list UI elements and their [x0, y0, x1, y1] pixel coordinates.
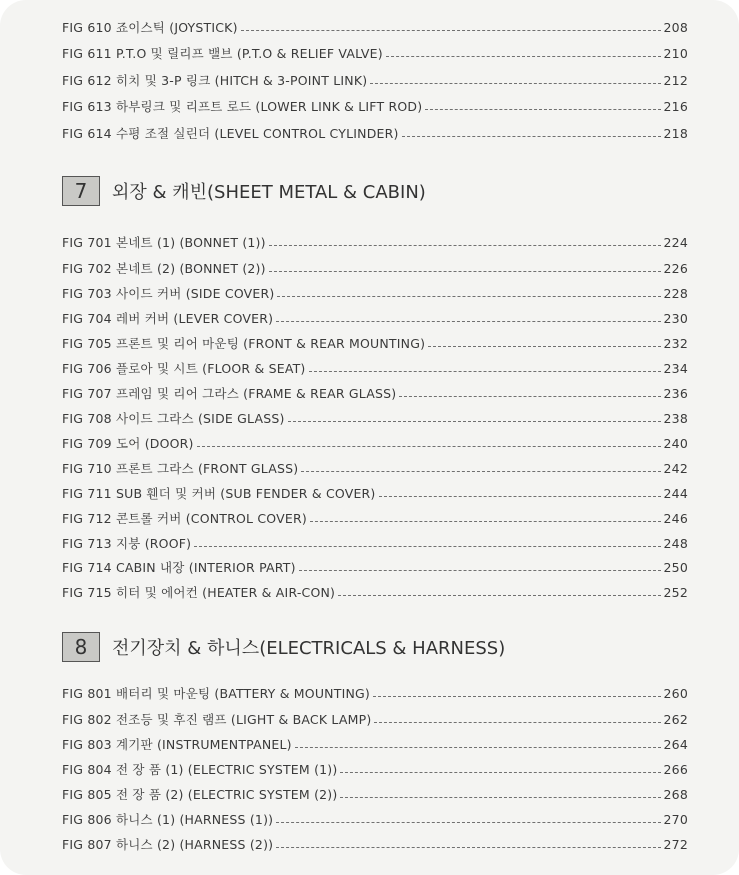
dot-leader	[402, 136, 661, 137]
entry-label: FIG 709 도어 (DOOR)	[62, 436, 194, 451]
section-title: 전기장치 & 하니스(ELECTRICALS & HARNESS)	[112, 638, 506, 659]
entry-label: FIG 712 콘트롤 커버 (CONTROL COVER)	[62, 511, 307, 526]
entry-page: 248	[663, 535, 688, 551]
dot-leader	[386, 56, 661, 57]
entry-label: FIG 611 P.T.O 및 릴리프 밸브 (P.T.O & RELIEF VALVE)	[62, 46, 383, 61]
entry-label: FIG 704 레버 커버 (LEVER COVER)	[62, 311, 274, 326]
dot-leader	[301, 471, 660, 472]
dot-leader	[309, 371, 661, 372]
dot-leader	[340, 772, 660, 773]
dot-leader	[379, 496, 661, 497]
dot-leader	[288, 421, 661, 422]
entry-label: FIG 613 하부링크 및 리프트 로드 (LOWER LINK & LIFT ROD)	[62, 99, 423, 114]
toc-entry[interactable]	[62, 784, 688, 804]
entry-page: 236	[663, 385, 688, 401]
toc-entry[interactable]	[62, 683, 688, 703]
dot-leader	[276, 321, 660, 322]
toc-entry[interactable]	[62, 483, 688, 503]
dot-leader	[276, 822, 660, 823]
entry-label: FIG 610 죠이스틱 (JOYSTICK)	[62, 20, 238, 35]
toc-entry[interactable]	[62, 70, 688, 90]
entry-page: 242	[663, 460, 688, 476]
toc-entry[interactable]	[62, 433, 688, 453]
toc-entry[interactable]	[62, 358, 688, 378]
entry-label: FIG 706 플로아 및 시트 (FLOOR & SEAT)	[62, 361, 306, 376]
entry-page: 262	[663, 711, 688, 727]
toc-entry[interactable]	[62, 533, 688, 553]
toc-entry[interactable]	[62, 283, 688, 303]
toc-entry[interactable]	[62, 333, 688, 353]
section-heading	[62, 631, 505, 663]
entry-page: 210	[663, 45, 688, 61]
section-heading	[62, 175, 426, 207]
dot-leader	[399, 396, 660, 397]
section-number-box: 8	[62, 632, 100, 662]
entry-label: FIG 708 사이드 그라스 (SIDE GLASS)	[62, 411, 285, 426]
toc-entry[interactable]	[62, 308, 688, 328]
dot-leader	[276, 847, 660, 848]
toc-entry[interactable]	[62, 508, 688, 528]
dot-leader	[277, 296, 660, 297]
entry-label: FIG 714 CABIN 내장 (INTERIOR PART)	[62, 560, 296, 575]
entry-label: FIG 701 본네트 (1) (BONNET (1))	[62, 235, 266, 250]
toc-entry[interactable]	[62, 232, 688, 252]
entry-label: FIG 614 수평 조절 실린더 (LEVEL CONTROL CYLINDER)	[62, 126, 399, 141]
entry-label: FIG 715 히터 및 에어컨 (HEATER & AIR-CON)	[62, 585, 336, 600]
toc-entry[interactable]	[62, 557, 688, 577]
entry-page: 228	[663, 285, 688, 301]
entry-page: 270	[663, 811, 688, 827]
dot-leader	[425, 109, 660, 110]
entry-page: 216	[663, 98, 688, 114]
toc-entry[interactable]	[62, 582, 688, 602]
entry-page: 266	[663, 761, 688, 777]
entry-label: FIG 804 전 장 품 (1) (ELECTRIC SYSTEM (1))	[62, 762, 338, 777]
entry-page: 212	[663, 72, 688, 88]
toc-entry[interactable]	[62, 43, 688, 63]
entry-page: 218	[663, 125, 688, 141]
entry-page: 250	[663, 559, 688, 575]
toc-entry[interactable]	[62, 96, 688, 116]
entry-page: 208	[663, 19, 688, 35]
section-number-box: 7	[62, 176, 100, 206]
entry-page: 240	[663, 435, 688, 451]
dot-leader	[373, 696, 661, 697]
toc-entry[interactable]	[62, 408, 688, 428]
dot-leader	[338, 595, 660, 596]
entry-page: 230	[663, 310, 688, 326]
entry-label: FIG 707 프레임 및 리어 그라스 (FRAME & REAR GLASS)	[62, 386, 397, 401]
toc-entry[interactable]	[62, 759, 688, 779]
entry-label: FIG 801 배터리 및 마운팅 (BATTERY & MOUNTING)	[62, 686, 370, 701]
entry-label: FIG 713 지붕 (ROOF)	[62, 536, 192, 551]
dot-leader	[340, 797, 660, 798]
entry-label: FIG 807 하니스 (2) (HARNESS (2))	[62, 837, 274, 852]
dot-leader	[299, 570, 661, 571]
dot-leader	[269, 271, 661, 272]
entry-label: FIG 702 본네트 (2) (BONNET (2))	[62, 261, 266, 276]
entry-label: FIG 806 하니스 (1) (HARNESS (1))	[62, 812, 274, 827]
toc-entry[interactable]	[62, 383, 688, 403]
dot-leader	[428, 346, 660, 347]
entry-label: FIG 805 전 장 품 (2) (ELECTRIC SYSTEM (2))	[62, 787, 338, 802]
dot-leader	[310, 521, 661, 522]
entry-page: 260	[663, 685, 688, 701]
toc-entry[interactable]	[62, 734, 688, 754]
entry-page: 234	[663, 360, 688, 376]
dot-leader	[295, 747, 661, 748]
entry-label: FIG 803 계기판 (INSTRUMENTPANEL)	[62, 737, 292, 752]
entry-page: 232	[663, 335, 688, 351]
dot-leader	[370, 83, 660, 84]
entry-page: 252	[663, 584, 688, 600]
entry-page: 238	[663, 410, 688, 426]
entry-label: FIG 710 프론트 그라스 (FRONT GLASS)	[62, 461, 299, 476]
entry-page: 244	[663, 485, 688, 501]
entry-label: FIG 802 전조등 및 후진 램프 (LIGHT & BACK LAMP)	[62, 712, 372, 727]
entry-label: FIG 711 SUB 휀더 및 커버 (SUB FENDER & COVER)	[62, 486, 376, 501]
toc-entry[interactable]	[62, 123, 688, 143]
entry-label: FIG 612 히치 및 3-P 링크 (HITCH & 3-POINT LINK)	[62, 73, 368, 88]
dot-leader	[241, 30, 661, 31]
toc-entry[interactable]	[62, 458, 688, 478]
entry-page: 264	[663, 736, 688, 752]
dot-leader	[194, 546, 660, 547]
entry-page: 224	[663, 234, 688, 250]
dot-leader	[374, 722, 660, 723]
dot-leader	[269, 245, 661, 246]
entry-page: 246	[663, 510, 688, 526]
entry-page: 272	[663, 836, 688, 852]
toc-entry[interactable]	[62, 809, 688, 829]
dot-leader	[197, 446, 661, 447]
toc-entry[interactable]	[62, 258, 688, 278]
toc-entry[interactable]	[62, 709, 688, 729]
entry-page: 226	[663, 260, 688, 276]
entry-label: FIG 705 프론트 및 리어 마운팅 (FRONT & REAR MOUNTING)	[62, 336, 426, 351]
toc-entry[interactable]	[62, 834, 688, 854]
entry-page: 268	[663, 786, 688, 802]
entry-label: FIG 703 사이드 커버 (SIDE COVER)	[62, 286, 275, 301]
section-title: 외장 & 캐빈(SHEET METAL & CABIN)	[112, 182, 426, 203]
toc-entry[interactable]	[62, 17, 688, 37]
